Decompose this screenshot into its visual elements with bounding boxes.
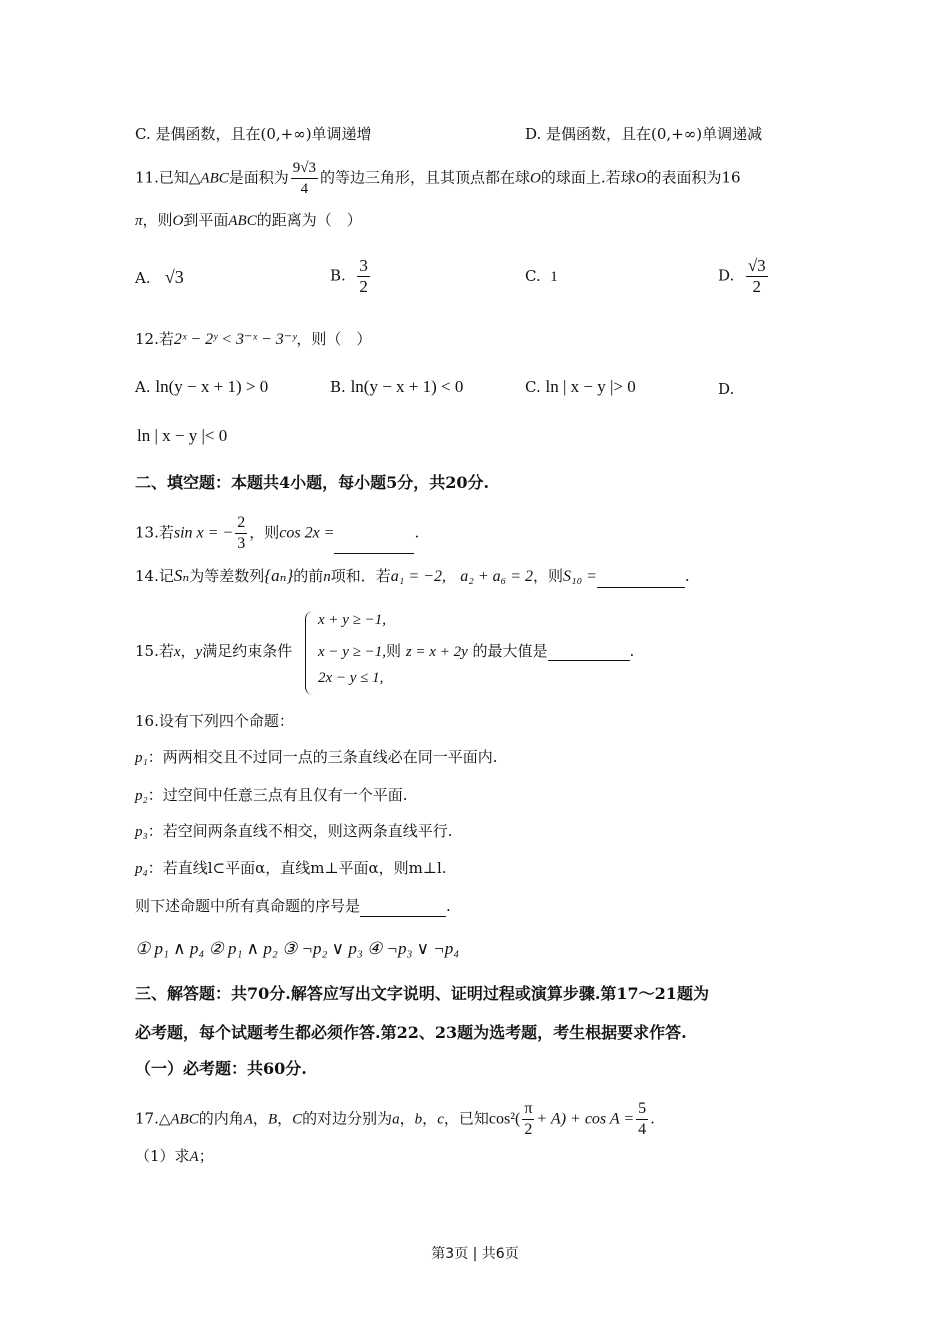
q11-option-d: D. $\frac{√3}{2}$ [718,256,766,296]
q15-constraint-brace [305,611,314,695]
q11-option-a: A. √3 [135,267,184,287]
q13-answer-blank[interactable] [334,533,414,554]
q16-prop-p1: p₁：两两相交且不过同一点的三条直线必在同一平面内. [135,748,498,766]
q10-option-c: C. 是偶函数，且在(0,+∞)单调递增 [135,125,372,143]
q16-choices: ① p₁ ∧ p₄ ② p₁ ∧ p₂ ③ ¬p₂ ∨ p₃ ④ ¬p₃ ∨ ¬p₄ [135,939,460,958]
q12-option-d-label: D. [718,380,735,398]
q10-option-d: D. 是偶函数，且在(0,+∞)单调递减 [525,125,763,143]
q11-option-b: B. $\frac{3}{2}$ [330,256,368,296]
q16-ask: 则下述命题中所有真命题的序号是 . [135,897,451,915]
q14-answer-blank[interactable] [597,567,685,588]
q16-answer-blank[interactable] [360,896,446,917]
q15-stem: 15.若x，y满足约束条件 [135,642,293,660]
section2-heading: 二、填空题：本题共4小题，每小题5分，共20分. [135,473,490,492]
q12-option-d-value: ln | x − y |< 0 [137,426,228,445]
q17-part1: （1）求A； [135,1147,214,1165]
q16-prop-p3: p₃：若空间两条直线不相交，则这两条直线平行. [135,822,453,840]
q12-option-a: A. ln(y − x + 1) > 0 [135,377,269,396]
q15-constraint-1: x + y ≥ −1, [318,612,387,628]
q11-area-fraction: $\frac{9√3}{4}$ [292,160,316,197]
q11-option-c: C. 1 [525,267,558,285]
q16-prop-p4: p₄：若直线l⊂平面α，直线m⊥平面α，则m⊥l. [135,859,447,877]
q11-stem-line2: π，则O到平面ABC的距离为（ ） [135,211,362,229]
section3-heading-line1: 三、解答题：共70分.解答应写出文字说明、证明过程或演算步骤.第17～21题为 [135,984,709,1003]
q15-answer-blank[interactable] [548,640,630,661]
section3-heading-line2: 必考题，每个试题考生都必须作答.第22、23题为选考题，考生根据要求作答. [135,1023,687,1042]
q16-stem: 16.设有下列四个命题： [135,712,294,730]
q13-stem: 13.若sin x = − $\frac{2}{3}$ ，则cos 2x = . [135,514,420,552]
q15-constraint-3: 2x − y ≤ 1, [318,670,384,686]
q14-stem: 14.记Sₙ为等差数列{aₙ}的前n项和．若a₁ = −2, a₂ + a₆ = 2，则S₁₀ = . [135,565,690,588]
section3-subheading: （一）必考题：共60分. [135,1059,307,1078]
page-footer: 第3页 | 共6页 [431,1246,519,1262]
q12-stem: 12.若2ˣ − 2ʸ < 3⁻ˣ − 3⁻ʸ，则（ ） [135,330,372,348]
q15-constraint-2-line: x − y ≥ −1,则 z = x + 2y 的最大值是 . [318,642,635,660]
q12-option-c: C. ln | x − y |> 0 [525,377,636,396]
q16-prop-p2: p₂：过空间中任意三点有且仅有一个平面. [135,786,408,804]
q11-stem-line1: 11.已知△ABC是面积为 $\frac{9√3}{4}$ 的等边三角形，且其顶点都在球O的球面上.若球O的表面积为16 [135,160,741,197]
q17-stem: 17.△ABC的内角A，B，C的对边分别为a，b，c，已知cos²( $\frac{\pi}{2}$ + A) + cos A = $\frac{5}{4}$ . [135,1100,655,1138]
q12-option-b: B. ln(y − x + 1) < 0 [330,377,464,396]
